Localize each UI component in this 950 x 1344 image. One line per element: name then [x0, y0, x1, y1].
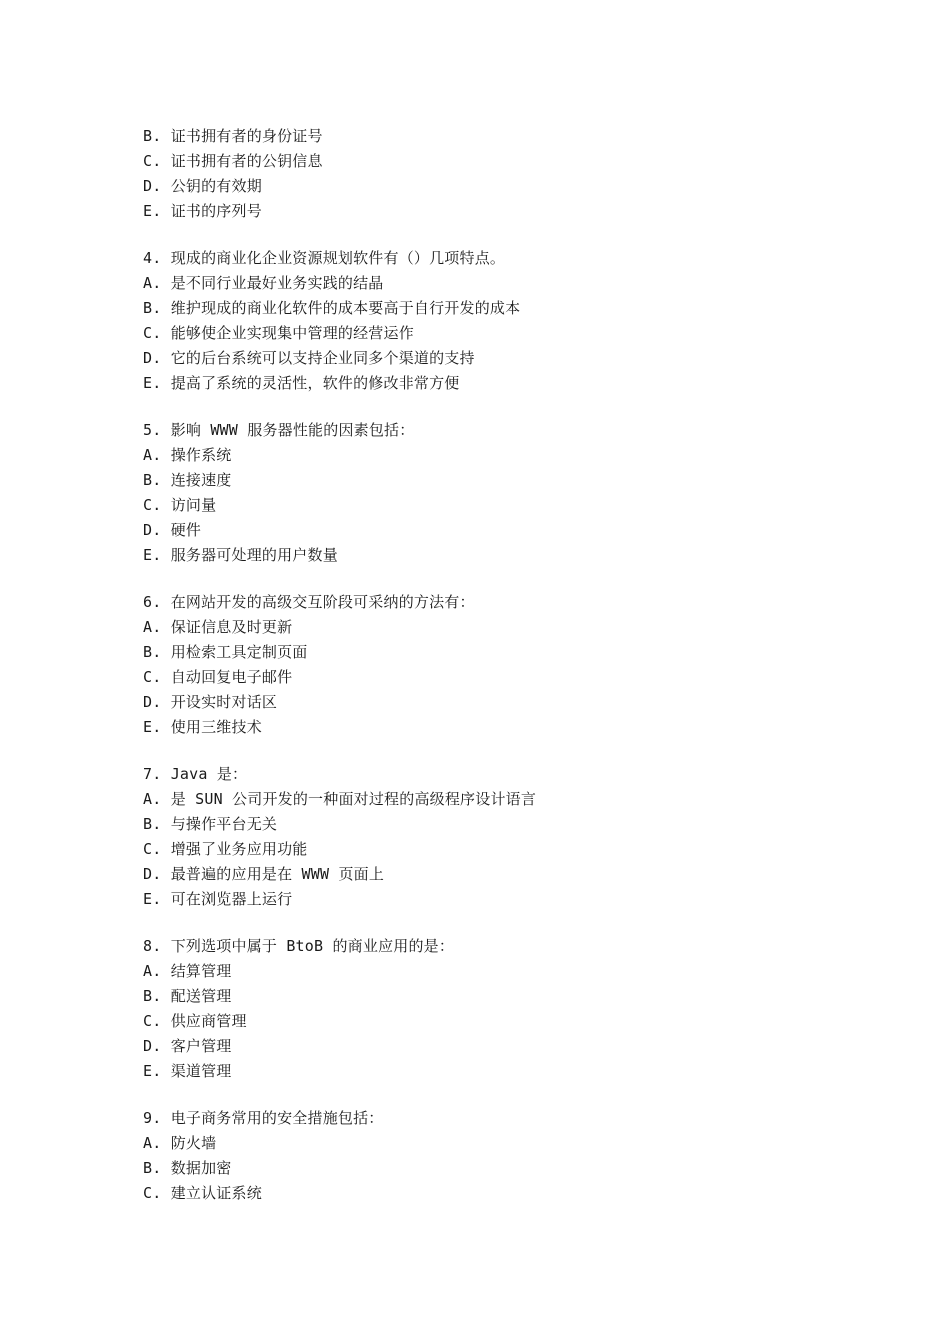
document-page: [143, 124, 903, 1206]
question-8: [143, 934, 903, 1084]
question-title: 4. 现成的商业化企业资源规划软件有（）几项特点。: [143, 249, 506, 267]
option-line: E. 提高了系统的灵活性，软件的修改非常方便: [143, 374, 460, 392]
option-line: C. 能够使企业实现集中管理的经营运作: [143, 324, 414, 342]
option-line: E. 渠道管理: [143, 1062, 232, 1080]
question-title: 9. 电子商务常用的安全措施包括：: [143, 1109, 384, 1127]
option-line: D. 硬件: [143, 521, 202, 539]
option-line: A. 结算管理: [143, 962, 232, 980]
question-title: 8. 下列选项中属于 BtoB 的商业应用的是：: [143, 937, 455, 955]
option-line: E. 服务器可处理的用户数量: [143, 546, 338, 564]
option-line: C. 供应商管理: [143, 1012, 247, 1030]
option-line: D. 最普遍的应用是在 WWW 页面上: [143, 865, 385, 883]
option-line: B. 证书拥有者的身份证号: [143, 127, 323, 145]
option-line: B. 配送管理: [143, 987, 232, 1005]
option-line: C. 增强了业务应用功能: [143, 840, 308, 858]
option-line: B. 与操作平台无关: [143, 815, 278, 833]
option-line: A. 保证信息及时更新: [143, 618, 293, 636]
option-line: D. 公钥的有效期: [143, 177, 262, 195]
question-9: [143, 1106, 903, 1206]
question-4: [143, 246, 903, 396]
question-3-continued-options: [143, 124, 903, 224]
option-line: A. 是 SUN 公司开发的一种面对过程的高级程序设计语言: [143, 790, 537, 808]
question-title: 6. 在网站开发的高级交互阶段可采纳的方法有：: [143, 593, 475, 611]
option-line: C. 建立认证系统: [143, 1184, 262, 1202]
option-line: B. 用检索工具定制页面: [143, 643, 308, 661]
question-7: [143, 762, 903, 912]
option-line: D. 它的后台系统可以支持企业同多个渠道的支持: [143, 349, 475, 367]
option-line: C. 访问量: [143, 496, 217, 514]
question-6: [143, 590, 903, 740]
option-line: E. 证书的序列号: [143, 202, 262, 220]
option-line: A. 操作系统: [143, 446, 232, 464]
question-title: 5. 影响 WWW 服务器性能的因素包括：: [143, 421, 415, 439]
option-line: C. 自动回复电子邮件: [143, 668, 293, 686]
option-line: A. 防火墙: [143, 1134, 217, 1152]
option-line: D. 客户管理: [143, 1037, 232, 1055]
question-title: 7. Java 是：: [143, 765, 248, 783]
option-line: B. 维护现成的商业化软件的成本要高于自行开发的成本: [143, 299, 521, 317]
option-line: D. 开设实时对话区: [143, 693, 278, 711]
option-line: E. 可在浏览器上运行: [143, 890, 293, 908]
option-line: E. 使用三维技术: [143, 718, 262, 736]
option-line: C. 证书拥有者的公钥信息: [143, 152, 323, 170]
option-line: B. 数据加密: [143, 1159, 232, 1177]
option-line: B. 连接速度: [143, 471, 232, 489]
question-5: [143, 418, 903, 568]
option-line: A. 是不同行业最好业务实践的结晶: [143, 274, 384, 292]
